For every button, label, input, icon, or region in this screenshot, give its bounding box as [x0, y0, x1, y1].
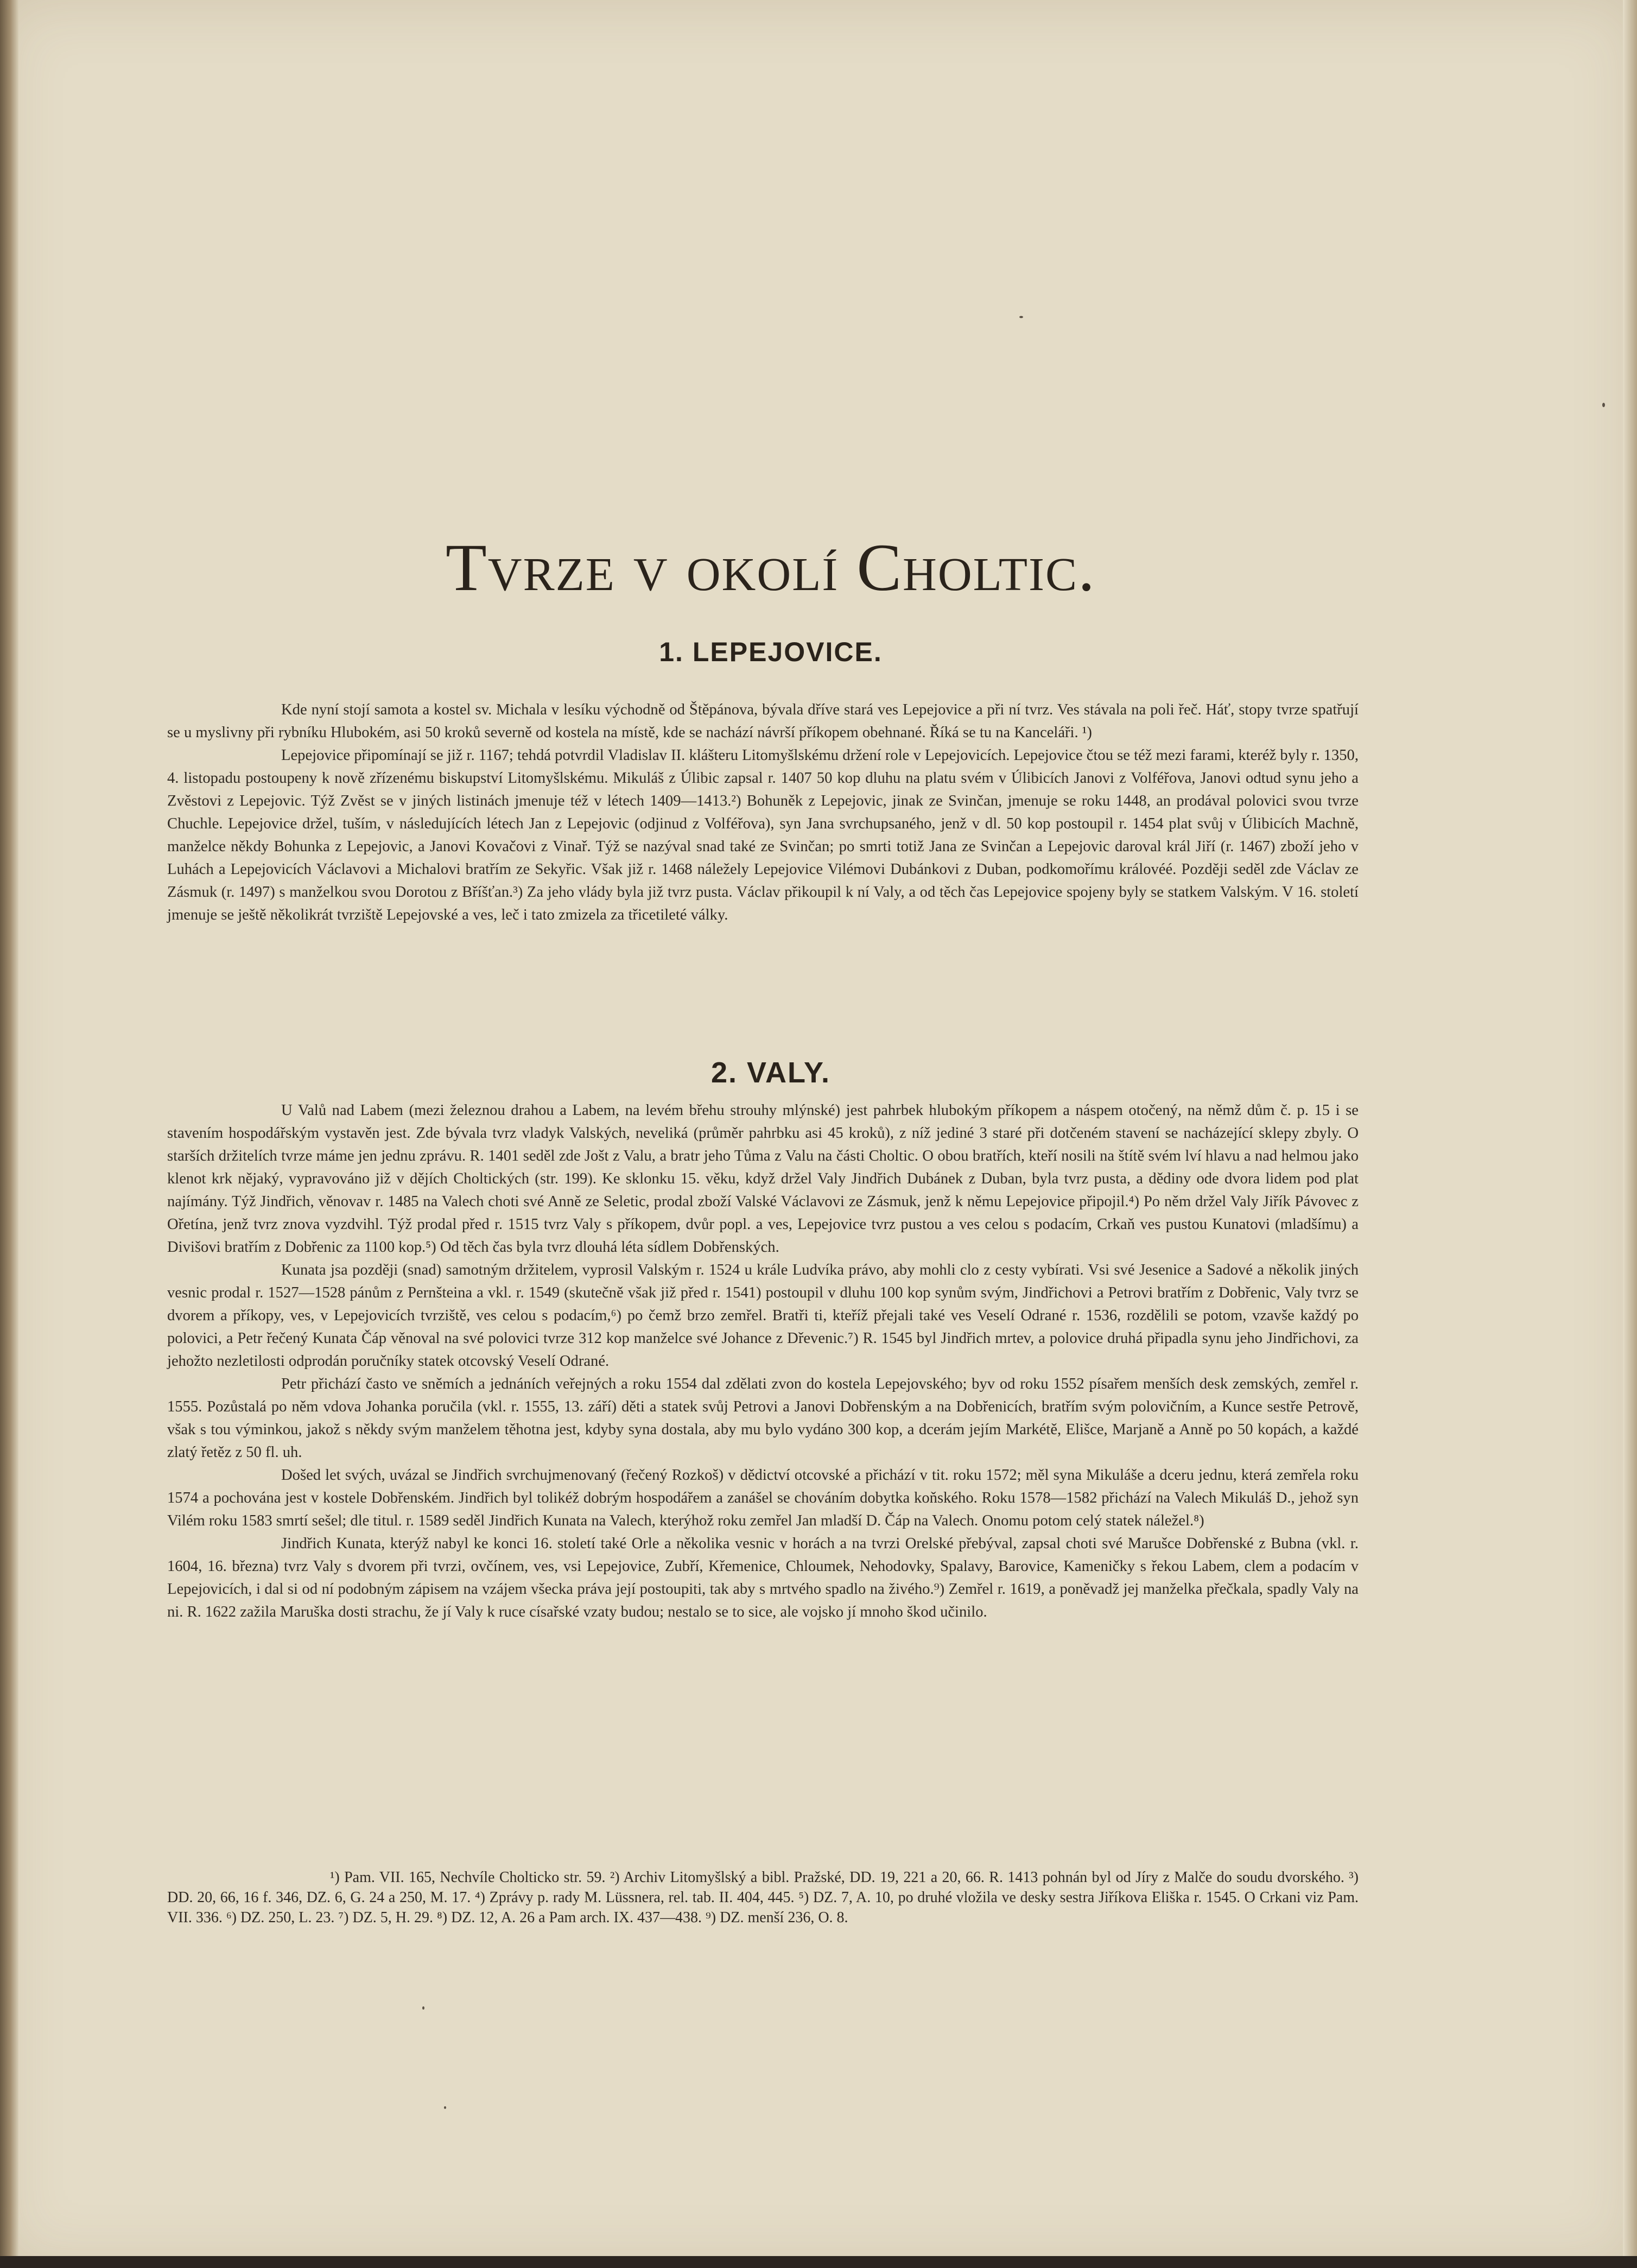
paper-speck [422, 2006, 424, 2010]
footnotes [167, 1867, 1359, 1928]
binding-gutter [0, 0, 18, 2268]
paragraph: U Valů nad Labem (mezi železnou drahou a Labem, na levém břehu strouhy mlýnské) jest pahrbek hlubokým příkopem a náspem otočený, na němž dům č. p. 15 i se stavením hospodářským vystavěn jest. Zde bývala tvrz vladyk Valských, neveliká (průměr pahrbku asi 45 kroků), z níž jediné 3 staré při dotčeném stavení se nacházející sklepy zbyly. O starších držitelích tvrze máme jen jednu zprávu. R. 1401 seděl zde Jošt z Valu, a bratr jeho Tůma z Valu na části Choltic. O obou bratřích, kteří nosili na štítě svém lví hlavu a nad helmou jako klenot krk nějaký, vypravováno již v dějích Choltických (str. 199). Ke sklonku 15. věku, když držel Valy Jindřich Dubánek z Duban, byla tvrz pusta, a dědiny ode dvora lidem pod plat najímány. Týž Jindřich, věnovav r. 1485 na Valech choti své Anně ze Seletic, prodal zboží Valské Václavovi ze Zásmuk, jenž k němu Lepejovice připojil.⁴) Po něm držel Valy Jiřík Pávovec z Ořetína, jenž tvrz znova vyzdvihl. Týž prodal před r. 1515 tvrz Valy s příkopem, dvůr popl. a ves, Lepejovice tvrz pustou a ves celou s podacím, Crkaň ves pustou Kunatovi (mladšímu) a Divišovi bratřím z Dobřenic za 1100 kop.⁵) Od těch čas byla tvrz dlouhá léta sídlem Dobřenských. [167, 1102, 1359, 1256]
scan-bottom-edge [0, 2256, 1637, 2268]
paragraph: Petr přichází často ve sněmích a jednáních veřejných a roku 1554 dal zdělati zvon do kostela Lepejovského; byv od roku 1552 písařem menších desk zemských, zemřel r. 1555. Pozůstalá po něm vdova Johanka poručila (vkl. r. 1555, 13. září) děti a statek svůj Petrovi a Janovi Dobřenským a na Dobřenicích, bratřím svým polovičním, a Kunce sestře Petrově, však s tou výminkou, jakož s někdy svým manželem těhotna jest, kdyby syna dostala, aby mu bylo vydáno 300 kop, a dcerám jejím Markétě, Elišce, Marjaně a Anně po 50 kopách, a každé zlatý řetěz z 50 fl. uh. [167, 1376, 1359, 1461]
section-heading-lepejovice: 1. LEPEJOVICE. [659, 637, 883, 667]
section-body-lepejovice [167, 699, 1359, 927]
footnote-text: ¹) Pam. VII. 165, Nechvíle Cholticko str. 59. ²) Archiv Litomyšlský a bibl. Pražské, DD. 19, 221 a 20, 66. R. 1413 pohnán byl od Jíry z Malče do soudu dvorského. ³) DD. 20, 66, 16 f. 346, DZ. 6, G. 24 a 250, M. 17. ⁴) Zprávy p. rady M. Lüssnera, rel. tab. II. 404, 445. ⁵) DZ. 7, A. 10, po druhé vložila ve desky sestra Jiříkova Eliška r. 1545. O Crkani viz Pam. VII. 336. ⁶) DZ. 250, L. 23. ⁷) DZ. 5, H. 29. ⁸) DZ. 12, A. 26 a Pam arch. IX. 437—438. ⁹) DZ. menší 236, O. 8. [167, 1869, 1359, 1926]
paper-speck [1602, 403, 1605, 407]
paragraph: Lepejovice připomínají se již r. 1167; tehdá potvrdil Vladislav II. klášteru Litomyšlskému držení role v Lepejovicích. Lepejovice čtou se též mezi farami, kteréž byly r. 1350, 4. listopadu postoupeny k nově zřízenému biskupství Litomyšlskému. Mikuláš z Úlibic zapsal r. 1407 50 kop dluhu na platu svém v Úlibicích Janovi z Volféřova, Janovi odtud synu jeho a Zvěstovi z Lepejovic. Týž Zvěst se v jiných listinách jmenuje též v létech 1409—1413.²) Bohuněk z Lepejovic, jinak ze Svinčan, jmenuje se roku 1448, an prodával polovici svou tvrze Chuchle. Lepejovice držel, tuším, v následujících létech Jan z Lepejovic (odjinud z Volféřova), syn Jana svrchupsaného, jenž v dl. 50 kop postoupil r. 1454 plat svůj v Úlibicích Machně, manželce někdy Bohunka z Lepejovic, a Janovi Kovačovi z Vinař. Týž se nazýval snad také ze Svinčan; po smrti totiž Jana ze Svinčan a Lepejovic daroval král Jiří (r. 1467) zboží jeho v Luhách a Lepejovicích Václavovi a Michalovi bratřím ze Sekyřic. Však již r. 1468 náležely Lepejovice Vilémovi Dubánkovi z Duban, podkomořímu královéé. Později seděl zde Václav ze Zásmuk (r. 1497) s manželkou svou Dorotou z Bříšťan.³) Za jeho vlády byla již tvrz pusta. Václav přikoupil k ní Valy, a od těch čas Lepejovice spojeny byly se statkem Valským. V 16. století jmenuje se ještě několikrát tvrziště Lepejovské a ves, leč i tato zmizela za třicetileté války. [167, 747, 1359, 923]
paper-speck [444, 2106, 446, 2109]
paragraph: Došed let svých, uvázal se Jindřich svrchujmenovaný (řečený Rozkoš) v dědictví otcovské a přichází v tit. roku 1572; měl syna Mikuláše a dceru jednu, která zemřela roku 1574 a pochována jest v kostele Dobřenském. Jindřich byl tolikéž dobrým hospodářem a zanášel se chováním dobytka koňského. Roku 1578—1582 přichází na Valech Mikuláš D., jehož syn Vilém roku 1583 smrtí sešel; dle titul. r. 1589 seděl Jindřich Kunata na Valech, kterýhož roku zemřel Jan mladší D. Čáp na Valech. Onomu potom celý statek náležel.⁸) [167, 1467, 1359, 1529]
page-edge-shadow [1623, 0, 1637, 2268]
section-body-valy [167, 1099, 1359, 1624]
paper-speck [1019, 316, 1023, 318]
paragraph: Kde nyní stojí samota a kostel sv. Michala v lesíku východně od Štěpánova, bývala dříve stará ves Lepejovice a při ní tvrz. Ves stávala na poli řeč. Háť, stopy tvrze spatřují se u myslivny při rybníku Hlubokém, asi 50 kroků severně od kostela na místě, kde se nachází návrší příkopem obehnané. Říká se tu na Kanceláři. ¹) [167, 701, 1359, 741]
page-title: Tvrze v okolí Choltic. [446, 530, 1096, 605]
paragraph: Kunata jsa později (snad) samotným držitelem, vyprosil Valským r. 1524 u krále Ludvíka právo, aby mohli clo z cesty vybírati. Vsi své Jesenice a Sadové a několik jiných vesnic prodal r. 1527—1528 pánům z Pernšteina a vkl. r. 1549 (skutečně však již před r. 1541) postoupil v dluhu 100 kop synům svým, Jindřichovi a Petrovi bratřím z Dobřenic, Valy tvrz se dvorem a příkopy, ves, v Lepejovicích tvrziště, ves celou s podacím,⁶) po čemž brzo zemřel. Bratři ti, kteříž přejali také ves Veselí Odrané r. 1536, rozdělili se potom, vzavše každý po polovici, a Petr řečený Kunata Čáp věnoval na své polovici tvrze 312 kop manželce své Johance z Dřevenic.⁷) R. 1545 byl Jindřich mrtev, a polovice druhá připadla synu jeho Jindřichovi, za jehožto nezletilosti odprodán poručníky statek otcovský Veselí Odrané. [167, 1262, 1359, 1370]
section-heading-valy: 2. VALY. [710, 1056, 831, 1089]
paragraph: Jindřich Kunata, kterýž nabyl ke konci 16. století také Orle a několika vesnic v horách a na tvrzi Orelské přebýval, zapsal choti své Marušce Dobřenské z Bubna (vkl. r. 1604, 16. března) tvrz Valy s dvorem při tvrzi, ovčínem, ves, vsi Lepejovice, Zubří, Křemenice, Chloumek, Nehodovky, Spalavy, Barovice, Kameničky s řekou Labem, clem a podacím v Lepejovicích, i dal si od ní podobným zápisem na vzájem všecka práva její postoupiti, tak aby s mrtvého spadlo na živého.⁹) Zemřel r. 1619, a poněvadž jej manželka přečkala, spadly Valy na ni. R. 1622 zažila Maruška dosti strachu, že jí Valy k ruce císařské vzaty budou; nestalo se to sice, ale vojsko jí mnoho škod učinilo. [167, 1535, 1359, 1620]
